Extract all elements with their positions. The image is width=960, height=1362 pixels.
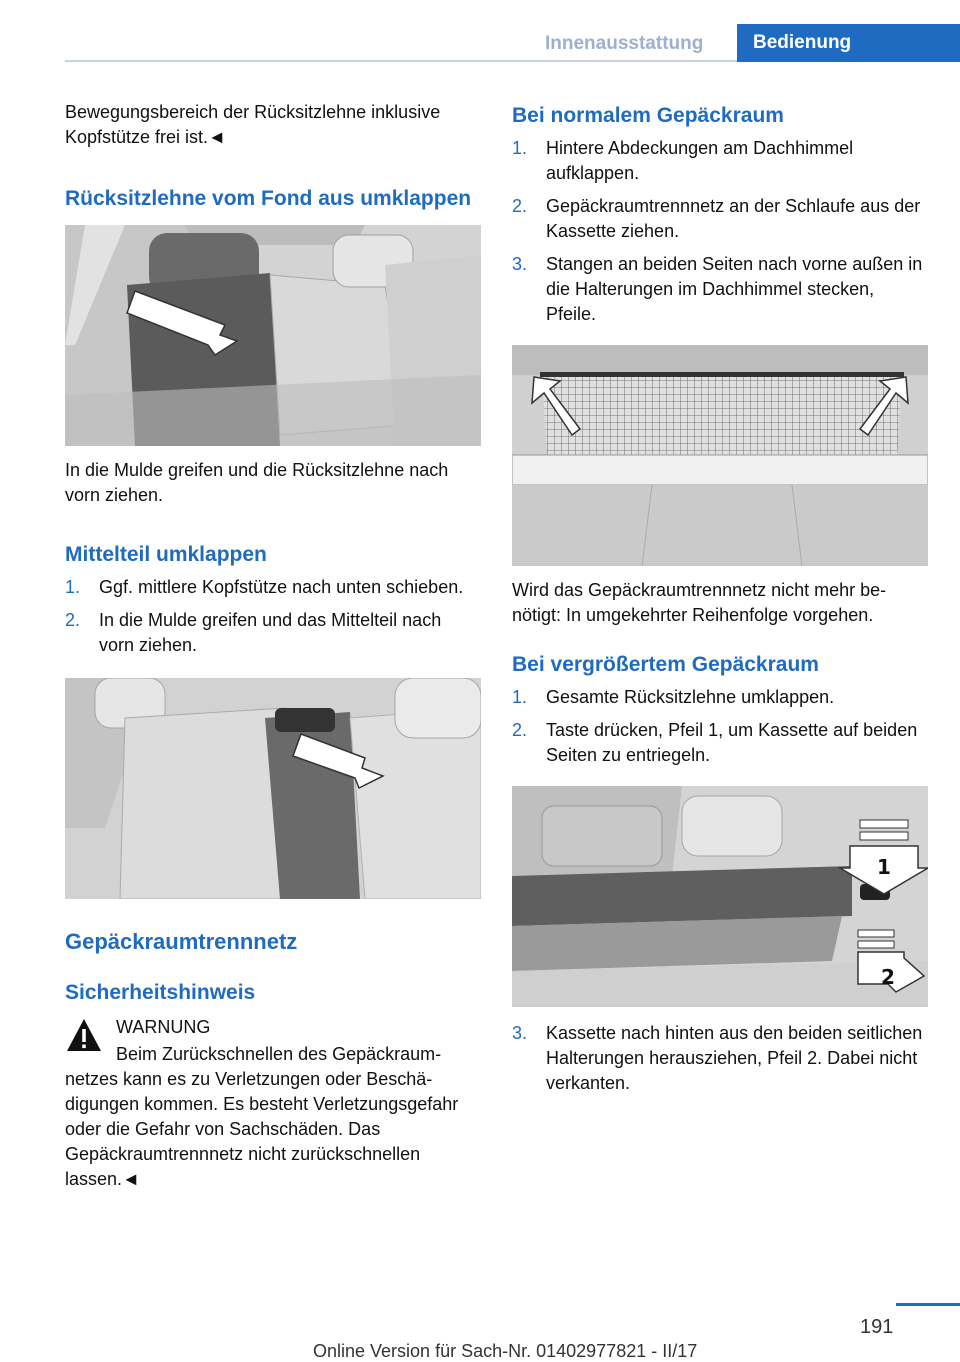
step-text: Kassette nach hinten aus den beiden seitlichen Halterungen herausziehen, Pfeil 2. Dabei nicht verkanten. — [546, 1023, 923, 1093]
steps-enlarged-cargo — [512, 685, 928, 768]
warning-text: Beim Zurückschnellen des Gepäckraumnetzes kann es zu Verletzungen oder Beschädigungen kommen. Es besteht Verletzungsgefahr oder die Gefahr von Sachschäden. Das Gepäckraumtrennnetz nicht zurückschnellen lassen.◄ — [65, 1044, 459, 1189]
intro-paragraph: Bewegungsbereich der Rücksitzlehne inklusive Kopfstütze frei ist.◄ — [65, 102, 441, 147]
step-number: 1. — [512, 687, 528, 707]
photo-label-1: 1 — [877, 855, 891, 879]
list-item — [65, 608, 481, 658]
step-text: Hintere Abdeckungen am Dachhimmel aufklappen. — [546, 138, 854, 183]
left-column — [65, 100, 481, 1192]
photo-label-2: 2 — [881, 965, 895, 989]
photo-middle-section — [65, 678, 481, 899]
list-item — [512, 718, 928, 768]
header-active-tab: Bedienung — [737, 24, 960, 62]
step-text: Taste drücken, Pfeil 1, um Kassette auf beiden Seiten zu entriegeln. — [546, 720, 918, 765]
step-number: 2. — [65, 610, 81, 630]
list-item — [512, 194, 928, 244]
step-text: In die Mulde greifen und das Mittelteil nach vorn ziehen. — [99, 610, 442, 655]
right-column — [512, 100, 928, 1096]
heading-rear-seat-fold: Rücksitzlehne vom Fond aus umklappen — [65, 187, 472, 210]
steps-middle-fold — [65, 575, 481, 658]
caption-rear-seat: In die Mulde greifen und die Rücksitzlehne nach vorn ziehen. — [65, 460, 449, 505]
step-number: 1. — [65, 577, 81, 597]
heading-normal-cargo: Bei normalem Gepäckraum — [512, 104, 784, 127]
warning-triangle-icon — [65, 1017, 103, 1055]
warning-label: WARNUNG — [116, 1017, 211, 1037]
list-item — [512, 1021, 928, 1096]
heading-cargo-net: Gepäckraumtrennnetz — [65, 929, 298, 954]
list-item — [512, 685, 928, 710]
footer-rule — [896, 1303, 960, 1306]
steps-normal-cargo — [512, 136, 928, 327]
step-number: 3. — [512, 1023, 528, 1043]
list-item — [65, 575, 481, 600]
step-number: 1. — [512, 138, 528, 158]
step-text: Stangen an beiden Seiten nach vorne außen in die Halterungen im Dachhimmel stecken, Pfeile. — [546, 254, 923, 324]
step-text: Ggf. mittlere Kopfstütze nach unten schieben. — [99, 577, 464, 597]
photo-cargo-net — [512, 345, 928, 566]
photo-cassette — [512, 786, 928, 1007]
header-section-title: Innenausstattung — [545, 33, 704, 54]
step-text: Gepäckraumtrennnetz an der Schlaufe aus der Kassette ziehen. — [546, 196, 921, 241]
step-text: Gesamte Rücksitzlehne umklappen. — [546, 687, 835, 707]
footer-online-version: Online Version für Sach-Nr. 01402977821 - II/17 — [313, 1341, 698, 1361]
step-number: 2. — [512, 196, 528, 216]
heading-middle-fold: Mittelteil umklappen — [65, 543, 267, 566]
list-item — [512, 252, 928, 327]
heading-enlarged-cargo: Bei vergrößertem Gepäckraum — [512, 653, 819, 676]
list-item — [512, 136, 928, 186]
caption-cargo-net: Wird das Gepäckraumtrennnetz nicht mehr benötigt: In umgekehrter Reihenfolge vorgehen. — [512, 580, 887, 625]
step-number: 3. — [512, 254, 528, 274]
steps-enlarged-cargo-cont — [512, 1021, 928, 1096]
heading-safety-note: Sicherheitshinweis — [65, 981, 256, 1004]
page-number: 191 — [860, 1316, 894, 1338]
step-number: 2. — [512, 720, 528, 740]
warning-box — [65, 1015, 481, 1192]
photo-rear-seat — [65, 225, 481, 446]
